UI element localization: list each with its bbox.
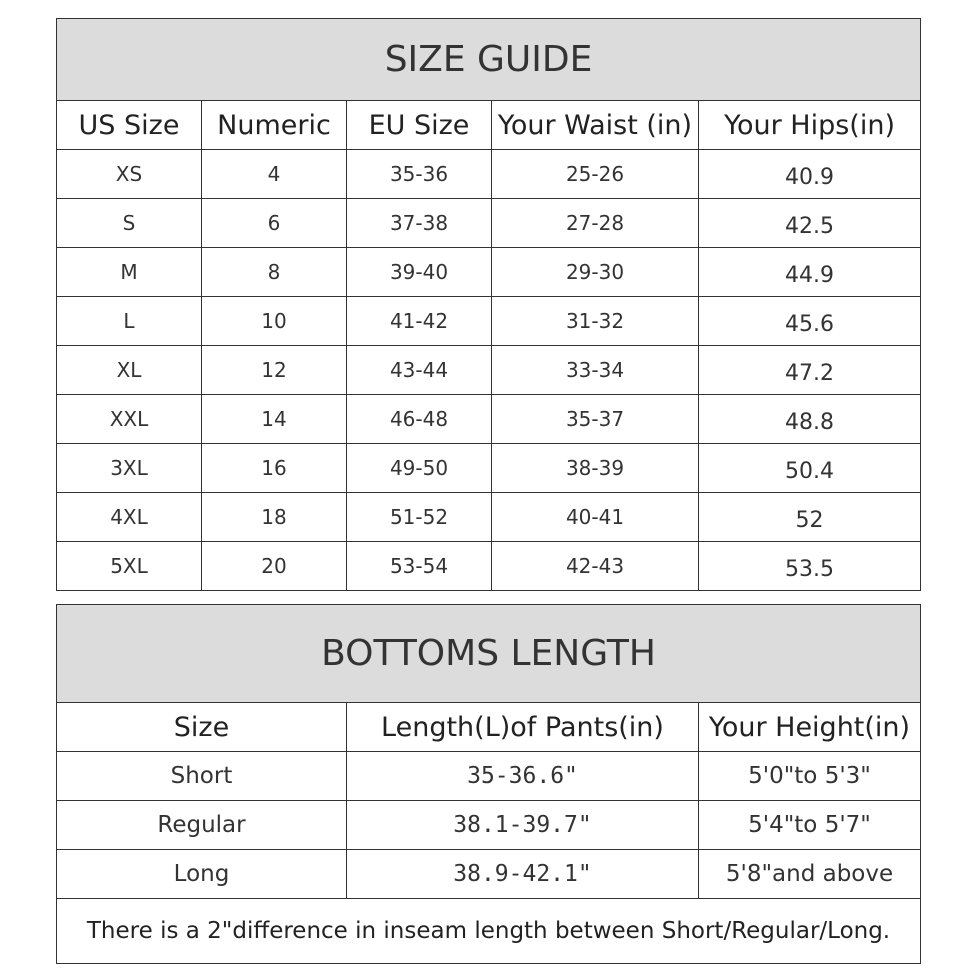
us-size-cell: XS	[57, 150, 202, 199]
size-cell: Long	[57, 850, 347, 899]
hips-cell: 47.2	[699, 346, 921, 395]
table-row	[57, 395, 921, 444]
height-cell: 5'4"to 5'7"	[699, 801, 921, 850]
size-guide-title: SIZE GUIDE	[57, 19, 921, 101]
pants-length-cell: 38.1-39.7"	[347, 801, 699, 850]
bottoms-length-table	[56, 604, 921, 964]
waist-cell: 35-37	[492, 395, 699, 444]
table-row	[57, 752, 921, 801]
us-size-cell: XXL	[57, 395, 202, 444]
us-size-cell: XL	[57, 346, 202, 395]
eu-size-cell: 53-54	[347, 542, 492, 591]
hips-cell: 40.9	[699, 150, 921, 199]
table-row	[57, 199, 921, 248]
us-size-cell: M	[57, 248, 202, 297]
numeric-cell: 20	[202, 542, 347, 591]
bottoms-length-title: BOTTOMS LENGTH	[57, 605, 921, 703]
pants-length-cell: 38.9-42.1"	[347, 850, 699, 899]
hips-cell: 52	[699, 493, 921, 542]
eu-size-cell: 37-38	[347, 199, 492, 248]
hips-cell: 50.4	[699, 444, 921, 493]
waist-cell: 40-41	[492, 493, 699, 542]
header-waist: Your Waist (in)	[492, 101, 699, 150]
table-row	[57, 850, 921, 899]
waist-cell: 38-39	[492, 444, 699, 493]
table-row	[57, 542, 921, 591]
header-us-size: US Size	[57, 101, 202, 150]
us-size-cell: 3XL	[57, 444, 202, 493]
numeric-cell: 12	[202, 346, 347, 395]
eu-size-cell: 35-36	[347, 150, 492, 199]
hips-cell: 42.5	[699, 199, 921, 248]
eu-size-cell: 43-44	[347, 346, 492, 395]
numeric-cell: 14	[202, 395, 347, 444]
table-row	[57, 150, 921, 199]
eu-size-cell: 39-40	[347, 248, 492, 297]
inseam-note: There is a 2"difference in inseam length between Short/Regular/Long.	[57, 899, 921, 964]
us-size-cell: L	[57, 297, 202, 346]
numeric-cell: 8	[202, 248, 347, 297]
waist-cell: 33-34	[492, 346, 699, 395]
header-pants-length: Length(L)of Pants(in)	[347, 703, 699, 752]
table-row	[57, 346, 921, 395]
eu-size-cell: 41-42	[347, 297, 492, 346]
numeric-cell: 16	[202, 444, 347, 493]
table-row	[57, 493, 921, 542]
eu-size-cell: 49-50	[347, 444, 492, 493]
us-size-cell: 4XL	[57, 493, 202, 542]
table-row	[57, 801, 921, 850]
eu-size-cell: 51-52	[347, 493, 492, 542]
size-guide-header-row	[57, 101, 921, 150]
table-row	[57, 297, 921, 346]
numeric-cell: 10	[202, 297, 347, 346]
hips-cell: 45.6	[699, 297, 921, 346]
header-hips: Your Hips(in)	[699, 101, 921, 150]
waist-cell: 27-28	[492, 199, 699, 248]
hips-cell: 53.5	[699, 542, 921, 591]
eu-size-cell: 46-48	[347, 395, 492, 444]
header-size: Size	[57, 703, 347, 752]
table-row	[57, 248, 921, 297]
header-numeric: Numeric	[202, 101, 347, 150]
size-cell: Regular	[57, 801, 347, 850]
size-guide-table	[56, 18, 921, 591]
numeric-cell: 4	[202, 150, 347, 199]
numeric-cell: 18	[202, 493, 347, 542]
bottoms-header-row	[57, 703, 921, 752]
waist-cell: 25-26	[492, 150, 699, 199]
table-row	[57, 444, 921, 493]
us-size-cell: S	[57, 199, 202, 248]
waist-cell: 31-32	[492, 297, 699, 346]
waist-cell: 29-30	[492, 248, 699, 297]
height-cell: 5'8"and above	[699, 850, 921, 899]
numeric-cell: 6	[202, 199, 347, 248]
height-cell: 5'0"to 5'3"	[699, 752, 921, 801]
hips-cell: 48.8	[699, 395, 921, 444]
size-cell: Short	[57, 752, 347, 801]
pants-length-cell: 35-36.6"	[347, 752, 699, 801]
hips-cell: 44.9	[699, 248, 921, 297]
us-size-cell: 5XL	[57, 542, 202, 591]
header-eu-size: EU Size	[347, 101, 492, 150]
waist-cell: 42-43	[492, 542, 699, 591]
header-height: Your Height(in)	[699, 703, 921, 752]
